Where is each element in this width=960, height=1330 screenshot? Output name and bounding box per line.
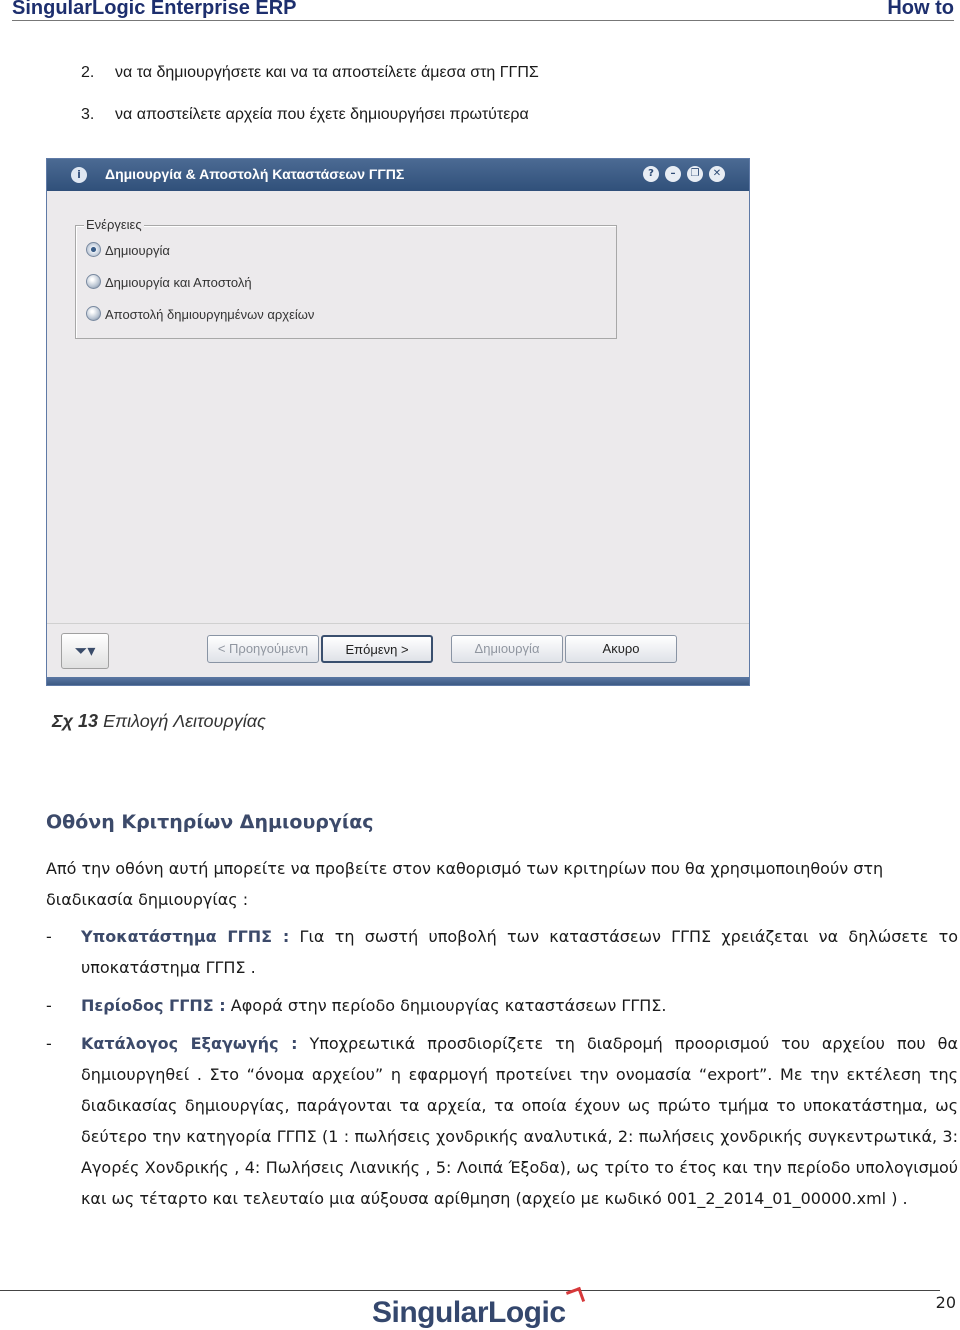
list-item-text: Για τη σωστή υποβολή των καταστάσεων ΓΓΠΣ χρειάζεται να δηλώσετε το υποκατάστημα ΓΓΠΣ . — [81, 927, 958, 977]
list-item — [81, 106, 529, 124]
actions-group-label: Ενέργειες — [86, 217, 142, 232]
list-item-number: 2. — [81, 64, 95, 81]
dialog-title: Δημιουργία & Αποστολή Καταστάσεων ΓΓΠΣ — [105, 166, 405, 182]
radio-create-and-send[interactable] — [86, 274, 252, 290]
list-item-number: 3. — [81, 106, 95, 123]
cancel-button[interactable]: Ακυρο — [565, 635, 677, 663]
criteria-list — [46, 921, 958, 1221]
header-title: SingularLogic Enterprise ERP — [12, 0, 297, 19]
create-button[interactable]: Δημιουργία — [451, 635, 563, 663]
intro-paragraph: Από την οθόνη αυτή μπορείτε να προβείτε στον καθορισμό των κριτηρίων που θα χρησιμοποιηθούν στη διαδικασία δημιουργίας : — [46, 859, 884, 909]
logo-mark-icon — [565, 1287, 584, 1306]
radio-label: Δημιουργία — [105, 243, 170, 258]
info-icon: i — [71, 167, 87, 183]
list-item — [46, 990, 958, 1021]
help-button[interactable]: ? — [643, 166, 659, 182]
radio-label: Αποστολή δημιουργημένων αρχείων — [105, 307, 315, 322]
radio-create[interactable] — [86, 242, 170, 258]
restore-button[interactable]: ❐ — [687, 166, 703, 182]
page-number: 20 — [935, 1293, 956, 1312]
dialog-window — [46, 158, 750, 686]
page-header — [12, 0, 954, 21]
list-item-text: Αφορά στην περίοδο δημιουργίας καταστάσεων ΓΓΠΣ. — [225, 996, 667, 1015]
radio-selected-icon — [86, 242, 101, 257]
next-button[interactable]: Επόμενη > — [321, 635, 433, 663]
list-dash: - — [46, 996, 52, 1015]
radio-unselected-icon — [86, 274, 101, 289]
list-dash: - — [46, 927, 52, 946]
section-title: Οθόνη Κριτηρίων Δημιουργίας — [46, 811, 374, 833]
list-item-text: να τα δημιουργήσετε και να τα αποστείλετε άμεσα στη ΓΓΠΣ — [115, 64, 539, 81]
figure-caption-text: Επιλογή Λειτουργίας — [103, 711, 266, 731]
list-item-label: Κατάλογος Εξαγωγής : — [81, 1034, 298, 1053]
list-item-label: Περίοδος ΓΓΠΣ : — [81, 996, 226, 1015]
list-item-text: Υποχρεωτικά προσδιορίζετε τη διαδρομή προορισμού του αρχείου που θα δημιουργηθεί . Στο “όνομα αρχείου” η εφαρμογή προτείνει την ονομασία “export”. Με την εκτέλεση της διαδικασίας δημιουργίας, παράγονται τα αρχεία, τα οποία έχουν ως πρώτο τμήμα το υποκατάστημα, ως δεύτερο την κατηγορία ΓΓΠΣ (1 : πωλήσεις χονδρικής αναλυτικά, 2: πωλήσεις χονδρικής συγκεντρωτικά, 3: Αγορές Χονδρικής , 4: Πωλήσεις Λιανικής , 5: Λοιπά Έξοδα), ως τρίτο το έτος και την περίοδο υπολογισμού και ως τέταρτο και τελευταίο μια αύξουσα αρίθμηση (αρχείο με κωδικό 001_2_2014_01_00000.xml ) . — [81, 1034, 959, 1208]
header-howto: How to — [887, 0, 954, 19]
minimize-button[interactable]: – — [665, 166, 681, 182]
singularlogic-logo — [372, 1289, 583, 1330]
list-item — [81, 64, 539, 82]
list-item-text: να αποστείλετε αρχεία που έχετε δημιουργήσει πρωτύτερα — [115, 106, 529, 123]
radio-unselected-icon — [86, 306, 101, 321]
figure-caption — [52, 711, 266, 732]
list-dash: - — [46, 1034, 52, 1053]
list-item-label: Υποκατάστημα ΓΓΠΣ : — [81, 927, 290, 946]
radio-send-existing[interactable] — [86, 306, 314, 322]
filter-icon: ⏷▾ — [74, 641, 96, 660]
list-item — [46, 1028, 958, 1214]
previous-button[interactable]: < Προηγούμενη — [207, 635, 319, 663]
dialog-titlebar — [47, 159, 749, 191]
filter-save-button[interactable] — [61, 633, 109, 669]
close-button[interactable]: ✕ — [709, 166, 725, 182]
dialog-bottom-border — [47, 677, 749, 685]
logo-text: SingularLogic — [372, 1296, 566, 1329]
figure-number: Σχ 13 — [52, 711, 99, 731]
actions-group — [75, 217, 617, 339]
radio-label: Δημιουργία και Αποστολή — [105, 275, 252, 290]
list-item — [46, 921, 958, 983]
